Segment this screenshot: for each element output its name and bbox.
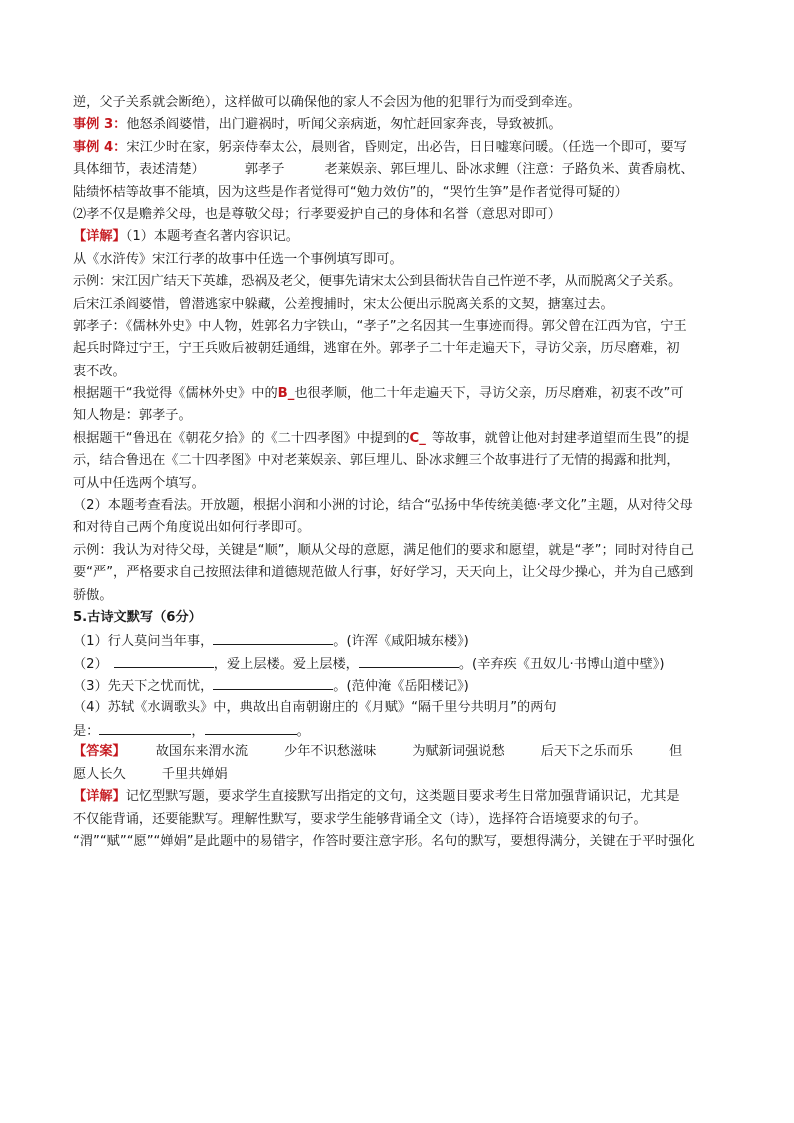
question-heading: 5.古诗文默写（6分） [73,609,202,625]
text-line [73,473,733,495]
text-segment: ，爱上层楼。爱上层楼， [213,656,359,672]
text-segment: （1）行人莫问当年事， [73,634,214,650]
text-line [73,383,733,405]
text-segment: 。(辛弃疾《丑奴儿·书博山道中壁》) [458,656,665,672]
text-segment: 知人物是：郭孝子。 [73,408,192,424]
text-line [73,338,733,360]
text-segment: （4）苏轼《水调歌头》中，典故出自南朝谢庄的《月赋》“隔千里兮共明月”的两句 [73,699,557,715]
text-line [73,137,733,159]
answer-text: 后天下之乐而乐 [540,744,633,760]
answer-label: 【答案】 [73,744,126,760]
example-label: 事例 3： [73,117,127,133]
text-line [73,809,733,831]
fill-blank[interactable] [99,719,191,735]
detail-label: 【详解】 [73,229,126,245]
text-line [73,585,733,607]
answer-text: 故国东来渭水流 [155,744,249,760]
text-segment: 。(范仲淹《岳阳楼记》) [333,679,469,695]
question-line [73,652,733,674]
text-segment: 后宋江杀阎婆惜，曾潜逃家中躲藏，公差搜捕时，宋太公便出示脱离关系的文契，搪塞过去。 [73,296,614,312]
question-line [73,719,733,741]
example-label: 事例 4： [73,139,127,155]
text-segment: 。(许浑《咸阳城东楼》) [333,634,469,650]
text-segment: （1）本题考查名著内容识记。 [125,229,299,245]
text-line [73,92,733,114]
text-line [73,428,733,450]
text-segment: ， [191,723,205,739]
text-line [73,831,733,853]
text-segment: 起兵时降过宁王，宁王兵败后被朝廷通缉，逃窜在外。郭孝子二十年走遍天下，寻访父亲，历尽磨难，初 [73,341,680,357]
text-segment: 可从中任选两个填写。 [73,475,205,491]
text-line [73,361,733,383]
question-line [73,674,733,696]
document-page [73,92,733,853]
section-title [73,607,733,629]
detail-label: 【详解】 [73,789,126,805]
text-segment: 示例：我认为对待父母，关键是“顺”，顺从父母的意愿，满足他们的要求和愿望，就是“孝”；同时对待自己 [73,542,694,558]
text-segment: 示例：宋江因广结天下英雄，恐祸及老父，便事先请宋太公到县衙状告自己忤逆不孝，从而脱离父子关系。 [73,274,682,290]
text-line [73,226,733,248]
text-segment: 陆绩怀桔等故事不能填，因为这些是作者觉得可“勉力效仿”的，“哭竹生笋”是作者觉得可疑的） [73,184,628,200]
text-segment: 逆，父子关系就会断绝），这样做可以确保他的家人不会因为他的犯罪行为而受到牵连。 [73,95,581,110]
text-segment: 记忆型默写题，要求学生直接默写出指定的文句，这类题目要求考生日常加强背诵识记，尤其是 [125,789,680,805]
text-line [73,249,733,271]
text-segment: 示，结合鲁迅在《二十四孝图》中对老莱娱亲、郭巨埋儿、卧冰求鲤三个故事进行了无情的揭露和批判， [73,453,680,469]
text-segment: （3）先天下之忧而忧， [73,679,214,695]
text-line [73,540,733,562]
answer-text: 老莱娱亲、郭巨埋儿、卧冰求鲤（注意：子路负米、黄香扇枕、 [324,162,694,178]
text-line [73,517,733,539]
text-segment: “渭”“赋”“愿”“婵娟”是此题中的易错字，作答时要注意字形。名句的默写，要想得满分，关键在于平时强化 [73,833,695,849]
text-segment: 。 [296,723,310,739]
answer-line [73,741,733,763]
text-segment: 郭孝子：《儒林外史》中人物，姓郭名力字铁山，“孝子”之名因其一生事迹而得。郭父曾在江西为官，宁王 [73,318,687,334]
text-segment: 他怒杀阎婆惜，出门避祸时，听闻父亲病逝，匆忙赶回家奔丧，导致被抓。 [126,117,562,133]
fill-blank[interactable] [213,629,333,645]
text-line [73,114,733,136]
text-segment: 根据题干“鲁迅在《朝花夕拾》的《二十四孝图》中提到的 [73,430,410,446]
text-line [73,450,733,472]
text-line [73,271,733,293]
text-line [73,405,733,427]
fill-blank[interactable] [359,652,459,668]
text-segment: 也很孝顺，他二十年走遍天下，寻访父亲，历尽磨难，初衷不改”可 [294,386,684,402]
text-segment: 宋江少时在家，躬亲侍奉太公，晨则省，昏则定，出必告，日日嘘寒问暖。（任选一个即可，要写 [126,139,687,155]
text-segment: 要“严”，严格要求自己按照法律和道德规范做人行事，好好学习，天天向上，让父母少操心，并为自己感到 [73,565,694,581]
question-line [73,629,733,651]
text-line [73,495,733,517]
text-segment: 根据题干“我觉得《儒林外史》中的 [73,386,278,402]
blank-marker: B_ [277,386,295,402]
fill-blank[interactable] [114,652,214,668]
text-line [73,786,733,808]
text-segment: 等故事，就曾让他对封建孝道望而生畏”的提 [431,430,690,446]
text-segment: 衷不改。 [73,363,126,379]
answer-line [73,764,733,786]
text-segment: （2） [73,656,108,672]
answer-text: 愿人长久 [73,766,126,782]
answer-text: 为赋新词强说愁 [412,744,505,760]
text-segment: ⑵孝不仅是赡养父母，也是尊敬父母；行孝要爱护自己的身体和名誉（意思对即可） [73,206,561,222]
text-segment: （2）本题考查看法。开放题，根据小润和小洲的讨论，结合“弘扬中华传统美德·孝文化”主题，从对待父母 [73,498,693,514]
blank-marker: C_ [409,430,426,446]
text-line [73,204,733,226]
text-line [73,182,733,204]
text-line [73,562,733,584]
answer-text: 少年不识愁滋味 [284,744,377,760]
text-segment: 是： [73,723,100,739]
text-segment: 和对待自己两个角度说出如何行孝即可。 [73,520,311,536]
text-line [73,159,733,181]
text-segment: 不仅能背诵，还要能默写。理解性默写，要求学生能够背诵全文（诗），选择符合语境要求的句子。 [73,811,647,827]
text-segment: 骄傲。 [73,587,113,603]
question-line [73,697,733,719]
answer-text: 郭孝子 [244,162,285,178]
text-segment: 具体细节，表述清楚） [73,162,205,178]
fill-blank[interactable] [205,719,297,735]
fill-blank[interactable] [213,674,333,690]
answer-text: 千里共婵娟 [161,766,228,782]
text-line [73,294,733,316]
answer-text: 但 [669,744,683,760]
text-segment: 从《水浒传》宋江行孝的故事中任选一个事例填写即可。 [73,251,403,267]
text-line [73,316,733,338]
